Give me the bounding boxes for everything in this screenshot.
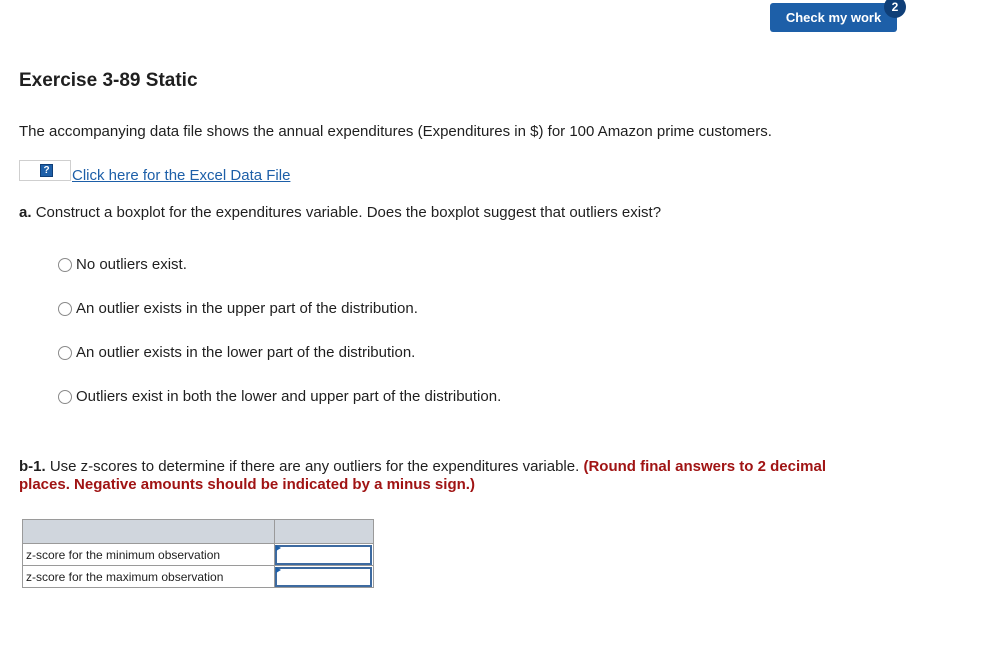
row-label-min: z-score for the minimum observation — [23, 544, 275, 566]
part-b1-question — [19, 458, 879, 494]
radio-button[interactable] — [58, 346, 72, 360]
option-label: No outliers exist. — [76, 256, 187, 273]
table-row — [23, 566, 374, 588]
radio-button[interactable] — [58, 258, 72, 272]
z-score-table — [22, 519, 374, 588]
data-file-box — [19, 160, 71, 181]
part-a-label: a. — [19, 204, 32, 221]
part-b1-instruction: (Round final answers to 2 decimal places. Negative amounts should be indicated by a minus sign.) — [19, 458, 827, 493]
option-label: Outliers exist in both the lower and upper part of the distribution. — [76, 388, 502, 405]
option-both-outliers[interactable] — [58, 388, 501, 405]
table-row — [23, 544, 374, 566]
table-header-cell — [275, 520, 374, 544]
input-cell — [275, 544, 374, 566]
row-label-max: z-score for the maximum observation — [23, 566, 275, 588]
z-score-max-input[interactable] — [275, 567, 372, 587]
option-upper-outlier[interactable] — [58, 300, 418, 317]
check-my-work-button[interactable] — [770, 3, 897, 32]
part-a-text: Construct a boxplot for the expenditures variable. Does the boxplot suggest that outliers exist? — [35, 204, 662, 221]
option-label: An outlier exists in the lower part of the distribution. — [76, 344, 416, 361]
z-score-min-input[interactable] — [275, 545, 372, 565]
exercise-intro: The accompanying data file shows the annual expenditures (Expenditures in $) for 100 Amazon prime customers. — [19, 123, 772, 140]
attempts-badge: 2 — [884, 0, 906, 18]
input-marker-icon — [276, 545, 281, 551]
check-my-work-label: Check my work — [785, 10, 882, 25]
radio-button[interactable] — [58, 302, 72, 316]
help-icon[interactable]: ? — [40, 164, 53, 177]
table-header-cell — [23, 520, 275, 544]
part-a-question — [19, 204, 661, 221]
input-cell — [275, 566, 374, 588]
table-header-row — [23, 520, 374, 544]
radio-button[interactable] — [58, 390, 72, 404]
option-label: An outlier exists in the upper part of the distribution. — [76, 300, 418, 317]
option-no-outliers[interactable] — [58, 256, 187, 273]
option-lower-outlier[interactable] — [58, 344, 415, 361]
input-marker-icon — [276, 567, 281, 573]
part-b1-text: Use z-scores to determine if there are any outliers for the expenditures variable. — [49, 458, 580, 475]
part-b1-label: b-1. — [19, 458, 46, 475]
excel-data-file-link[interactable]: Click here for the Excel Data File — [72, 167, 291, 184]
exercise-title: Exercise 3-89 Static — [19, 70, 198, 91]
